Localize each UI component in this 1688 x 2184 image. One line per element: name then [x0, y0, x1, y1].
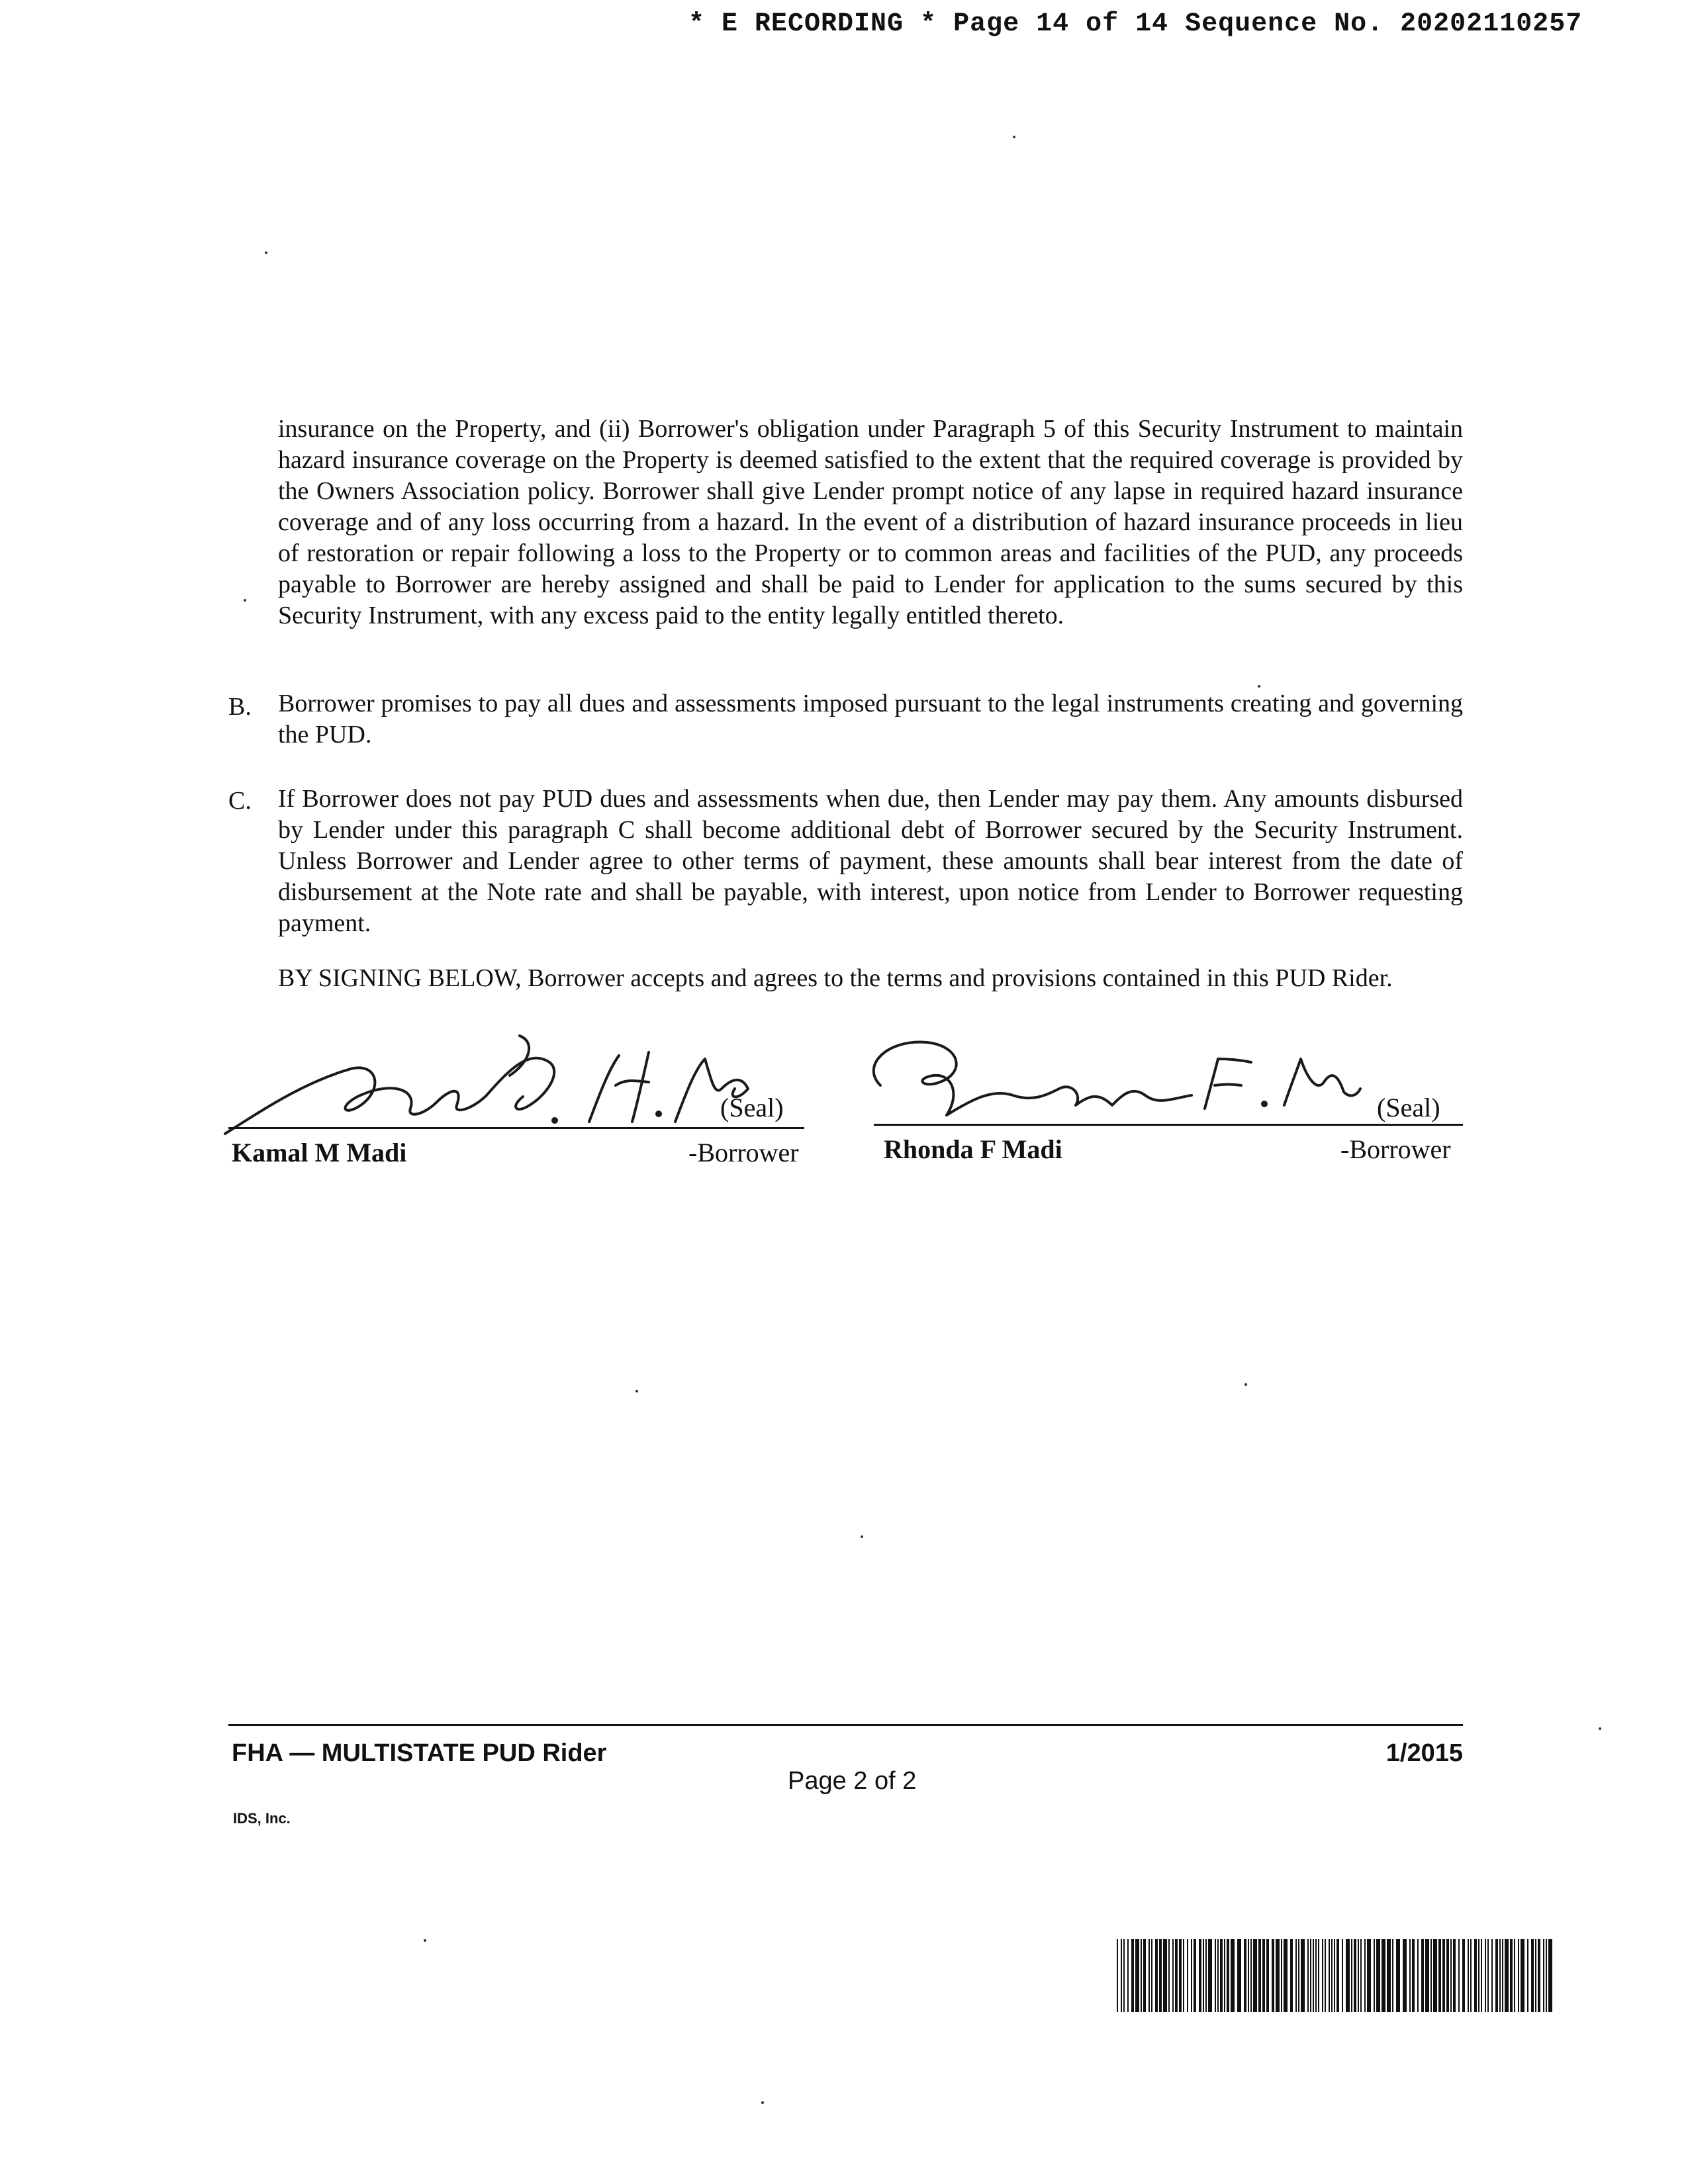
barcode-bar: [1453, 1939, 1456, 2012]
barcode-bar: [1487, 1939, 1489, 2012]
barcode-bar: [1155, 1939, 1158, 2012]
barcode-bar: [1334, 1939, 1335, 2012]
barcode-bar: [1331, 1939, 1333, 2012]
barcode-bar: [1248, 1939, 1249, 2012]
barcode-bar: [1396, 1939, 1400, 2012]
barcode-bar: [1535, 1939, 1536, 2012]
barcode-bar: [1518, 1939, 1519, 2012]
barcode-bar: [1491, 1939, 1493, 2012]
barcode-bar: [1205, 1939, 1207, 2012]
scan-speck: [1599, 1727, 1601, 1730]
barcode-bar: [1421, 1939, 1424, 2012]
barcode-bar: [1322, 1939, 1323, 2012]
barcode-bar: [1446, 1939, 1449, 2012]
signature-line-1: [228, 1127, 804, 1129]
barcode-bar: [1438, 1939, 1441, 2012]
barcode-bar: [1131, 1939, 1134, 2012]
barcode-bar: [1135, 1939, 1139, 2012]
barcode-bar: [1179, 1939, 1182, 2012]
barcode-bar: [1433, 1939, 1437, 2012]
barcode-bar: [1163, 1939, 1167, 2012]
barcode-bar: [1474, 1939, 1477, 2012]
barcode-bar: [1231, 1939, 1235, 2012]
barcode-bar: [1481, 1939, 1482, 2012]
scan-speck: [1013, 136, 1015, 138]
form-date: 1/2015: [1385, 1739, 1463, 1767]
scan-speck: [861, 1535, 863, 1538]
barcode-bar: [1151, 1939, 1152, 2012]
barcode-bar: [1442, 1939, 1445, 2012]
barcode-bar: [1382, 1939, 1385, 2012]
signature-rhonda-madi: [861, 1032, 1364, 1138]
barcode-bar: [1194, 1939, 1196, 2012]
barcode-bar: [1495, 1939, 1498, 2012]
barcode-bar: [1315, 1939, 1317, 2012]
barcode-bar: [1220, 1939, 1223, 2012]
barcode-bar: [1485, 1939, 1486, 2012]
barcode-bar: [1237, 1939, 1241, 2012]
scan-speck: [265, 251, 267, 254]
barcode-bar: [1281, 1939, 1282, 2012]
barcode-bar: [1175, 1939, 1178, 2012]
barcode-bar: [1123, 1939, 1125, 2012]
barcode-bar: [1336, 1939, 1339, 2012]
barcode-bar: [1329, 1939, 1330, 2012]
barcode-bar: [1354, 1939, 1356, 2012]
barcode-bar: [1121, 1939, 1122, 2012]
barcode-bar: [1272, 1939, 1274, 2012]
barcode-bar: [1543, 1939, 1544, 2012]
barcode-bar: [1266, 1939, 1269, 2012]
barcode-bar: [1183, 1939, 1184, 2012]
barcode-bar: [1358, 1939, 1359, 2012]
item-label-b: B.: [228, 693, 252, 721]
barcode-bar: [1351, 1939, 1352, 2012]
barcode-bar: [1187, 1939, 1188, 2012]
barcode-bar: [1313, 1939, 1314, 2012]
barcode-bar: [1409, 1939, 1411, 2012]
barcode-bar: [1203, 1939, 1204, 2012]
barcode-bar: [1250, 1939, 1252, 2012]
barcode-bar: [1360, 1939, 1362, 2012]
barcode-bar: [1505, 1939, 1509, 2012]
barcode-bar: [1244, 1939, 1246, 2012]
barcode-bar: [1262, 1939, 1265, 2012]
barcode-bar: [1458, 1939, 1460, 2012]
barcode-bar: [1538, 1939, 1540, 2012]
barcode-bar: [1430, 1939, 1432, 2012]
barcode-bar: [1325, 1939, 1326, 2012]
barcode-bar: [1298, 1939, 1299, 2012]
barcode-bar: [1258, 1939, 1261, 2012]
barcode-bar: [1450, 1939, 1452, 2012]
barcode-bar: [1253, 1939, 1257, 2012]
barcode-bar: [1215, 1939, 1216, 2012]
scan-speck: [244, 599, 246, 602]
barcode-bar: [1364, 1939, 1366, 2012]
barcode-bar: [1546, 1939, 1547, 2012]
barcode-bar: [1499, 1939, 1501, 2012]
barcode-bar: [1403, 1939, 1407, 2012]
barcode-bar: [1295, 1939, 1297, 2012]
barcode-bar: [1478, 1939, 1479, 2012]
barcode-bar: [1387, 1939, 1391, 2012]
borrower-name-1: Kamal M Madi: [232, 1138, 407, 1167]
barcode-bar: [1227, 1939, 1229, 2012]
barcode-bar: [1127, 1939, 1129, 2012]
barcode-bar: [1548, 1939, 1552, 2012]
barcode-bar: [1224, 1939, 1225, 2012]
barcode-bar: [1172, 1939, 1174, 2012]
barcode-bar: [1514, 1939, 1515, 2012]
barcode-bar: [1510, 1939, 1513, 2012]
borrower-role-2: -Borrower: [1340, 1134, 1451, 1164]
form-title: FHA — MULTISTATE PUD Rider: [232, 1739, 607, 1767]
scan-speck: [1244, 1383, 1247, 1386]
scan-speck: [761, 2101, 764, 2104]
signature-line-2: [874, 1124, 1463, 1126]
barcode-bar: [1168, 1939, 1170, 2012]
barcode-bar: [1143, 1939, 1146, 2012]
page-number: Page 2 of 2: [788, 1767, 917, 1795]
barcode-bar: [1290, 1939, 1293, 2012]
barcode-bar: [1141, 1939, 1142, 2012]
barcode-bar: [1318, 1939, 1319, 2012]
continuation-paragraph: insurance on the Property, and (ii) Borrower's obligation under Paragraph 5 of this Security Instrument to maintain hazard insurance coverage on the Property is deemed satisfied to the extent that the required coverage is provided by the Owners Association policy. Borrower shall give Lender prompt notice of any lapse in required hazard insurance coverage and of any loss occurring from a hazard. In the event of a distribution of hazard insurance proceeds in lieu of restoration or repair following a loss to the Property or to common areas and facilities of the PUD, any proceeds payable to Borrower are hereby assigned and shall be paid to Lender for application to the sums secured by this Security Instrument, with any excess paid to the entity legally entitled thereto.: [278, 415, 1463, 629]
signature-kamal-madi: [218, 1023, 768, 1138]
item-label-c: C.: [228, 787, 252, 815]
scan-speck: [1258, 685, 1260, 688]
item-c-paragraph: If Borrower does not pay PUD dues and assessments when due, then Lender may pay them. Any amounts disbursed by Lender under this paragraph C shall become additional debt of Borrower secured by the Security Instrument. Unless Borrower and Lender agree to other terms of payment, these amounts shall bear interest from the date of disbursement at the Note rate and shall be payable, with interest, upon notice from Lender to Borrower requesting payment.: [278, 785, 1463, 937]
barcode-bar: [1392, 1939, 1393, 2012]
barcode-bar: [1374, 1939, 1375, 2012]
barcode-bar: [1276, 1939, 1280, 2012]
barcode-bar: [1159, 1939, 1162, 2012]
borrower-name-2: Rhonda F Madi: [884, 1134, 1062, 1164]
scan-speck: [424, 1939, 426, 1942]
barcode-bar: [1284, 1939, 1288, 2012]
seal-label-2: (Seal): [1377, 1093, 1440, 1122]
barcode-bar: [1342, 1939, 1343, 2012]
borrower-role-1: -Borrower: [688, 1138, 799, 1167]
footer-rule: [228, 1724, 1463, 1726]
barcode-bar: [1462, 1939, 1465, 2012]
barcode-bar: [1425, 1939, 1429, 2012]
barcode-bar: [1468, 1939, 1469, 2012]
barcode-bar: [1301, 1939, 1305, 2012]
barcode-bar: [1117, 1939, 1118, 2012]
barcode-bar: [1470, 1939, 1472, 2012]
barcode-bar: [1412, 1939, 1415, 2012]
item-b-paragraph: Borrower promises to pay all dues and assessments imposed pursuant to the legal instruments creating and governing the PUD.: [278, 690, 1463, 749]
barcode-bar: [1417, 1939, 1419, 2012]
barcode-bar: [1376, 1939, 1380, 2012]
recording-header: * E RECORDING * Page 14 of 14 Sequence No. 20202110257: [688, 9, 1583, 39]
publisher-label: IDS, Inc.: [233, 1810, 291, 1827]
barcode-bar: [1307, 1939, 1309, 2012]
seal-label-1: (Seal): [720, 1093, 784, 1122]
barcode-bar: [1527, 1939, 1528, 2012]
barcode-bar: [1502, 1939, 1503, 2012]
barcode-bar: [1199, 1939, 1201, 2012]
barcode-bar: [1521, 1939, 1524, 2012]
barcode-bar: [1367, 1939, 1371, 2012]
barcode-bar: [1149, 1939, 1150, 2012]
barcode-bar: [1208, 1939, 1212, 2012]
barcode: [1115, 1939, 1552, 2012]
barcode-bar: [1217, 1939, 1219, 2012]
barcode-bar: [1531, 1939, 1534, 2012]
barcode-bar: [1310, 1939, 1311, 2012]
barcode-bar: [1346, 1939, 1350, 2012]
scan-speck: [635, 1390, 638, 1392]
signing-statement: BY SIGNING BELOW, Borrower accepts and agrees to the terms and provisions contained in this PUD Rider.: [278, 964, 1393, 992]
barcode-bar: [1191, 1939, 1192, 2012]
